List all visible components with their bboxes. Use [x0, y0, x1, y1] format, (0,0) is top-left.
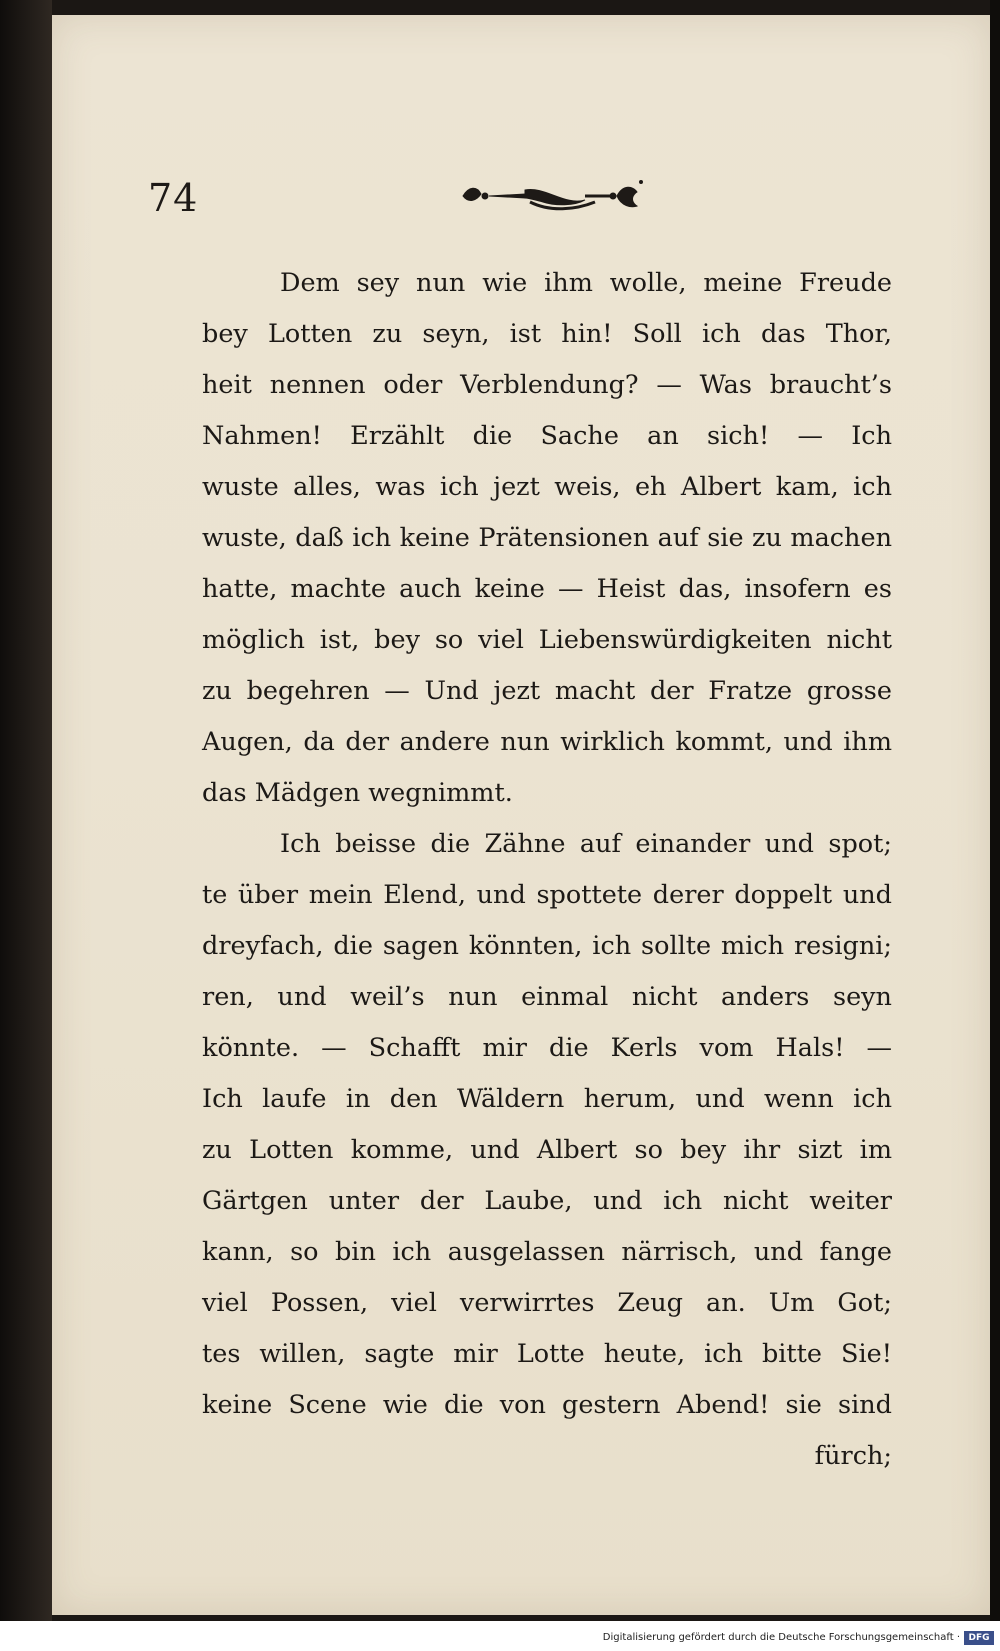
printers-ornament-icon	[455, 176, 645, 216]
text-line: kann, so bin ich ausgelassen närrisch, und fange	[202, 1237, 892, 1267]
text-line: hatte, machte auch keine — Heist das, insofern es	[202, 574, 892, 604]
text-line: Nahmen! Erzählt die Sache an sich! — Ich	[202, 421, 892, 451]
text-line: ren, und weil’s nun einmal nicht anders seyn	[202, 982, 892, 1012]
text-line: zu begehren — Und jezt macht der Fratze grosse	[202, 676, 892, 706]
page-number: 74	[148, 176, 199, 220]
book-spine-edge	[0, 0, 52, 1651]
text-line: te über mein Elend, und spottete derer doppelt und	[202, 880, 892, 910]
catchword: fürch;	[814, 1441, 892, 1471]
text-line: dreyfach, die sagen könnten, ich sollte mich resigni;	[202, 931, 892, 961]
text-line: möglich ist, bey so viel Liebenswürdigkeiten nicht	[202, 625, 892, 655]
text-line: tes willen, sagte mir Lotte heute, ich bitte Sie!	[202, 1339, 892, 1369]
footer-bar	[0, 1621, 1000, 1651]
text-line: wuste alles, was ich jezt weis, eh Albert kam, ich	[202, 472, 892, 502]
text-line: Augen, da der andere nun wirklich kommt, und ihm	[202, 727, 892, 757]
text-line: Dem sey nun wie ihm wolle, meine Freude	[280, 268, 892, 298]
text-line: könnte. — Schafft mir die Kerls vom Hals! —	[202, 1033, 892, 1063]
text-line: bey Lotten zu seyn, ist hin! Soll ich das Thor,	[202, 319, 892, 349]
body-text	[202, 258, 892, 1482]
dfg-logo: DFG	[964, 1631, 994, 1645]
text-line: Ich laufe in den Wäldern herum, und wenn ich	[202, 1084, 892, 1114]
text-line: wuste, daß ich keine Prätensionen auf sie zu machen	[202, 523, 892, 553]
text-line: keine Scene wie die von gestern Abend! sie sind	[202, 1390, 892, 1420]
text-line: das Mädgen wegnimmt.	[202, 778, 513, 808]
text-line: viel Possen, viel verwirrtes Zeug an. Um Got;	[202, 1288, 892, 1318]
text-line: Ich beisse die Zähne auf einander und spot;	[280, 829, 892, 859]
digitization-credit: Digitalisierung gefördert durch die Deutsche Forschungsgemeinschaft ·	[602, 1632, 960, 1643]
text-line: heit nennen oder Verblendung? — Was braucht’s	[202, 370, 892, 400]
book-right-edge	[990, 0, 1000, 1651]
text-line: Gärtgen unter der Laube, und ich nicht weiter	[202, 1186, 892, 1216]
text-line: zu Lotten komme, und Albert so bey ihr sizt im	[202, 1135, 892, 1165]
